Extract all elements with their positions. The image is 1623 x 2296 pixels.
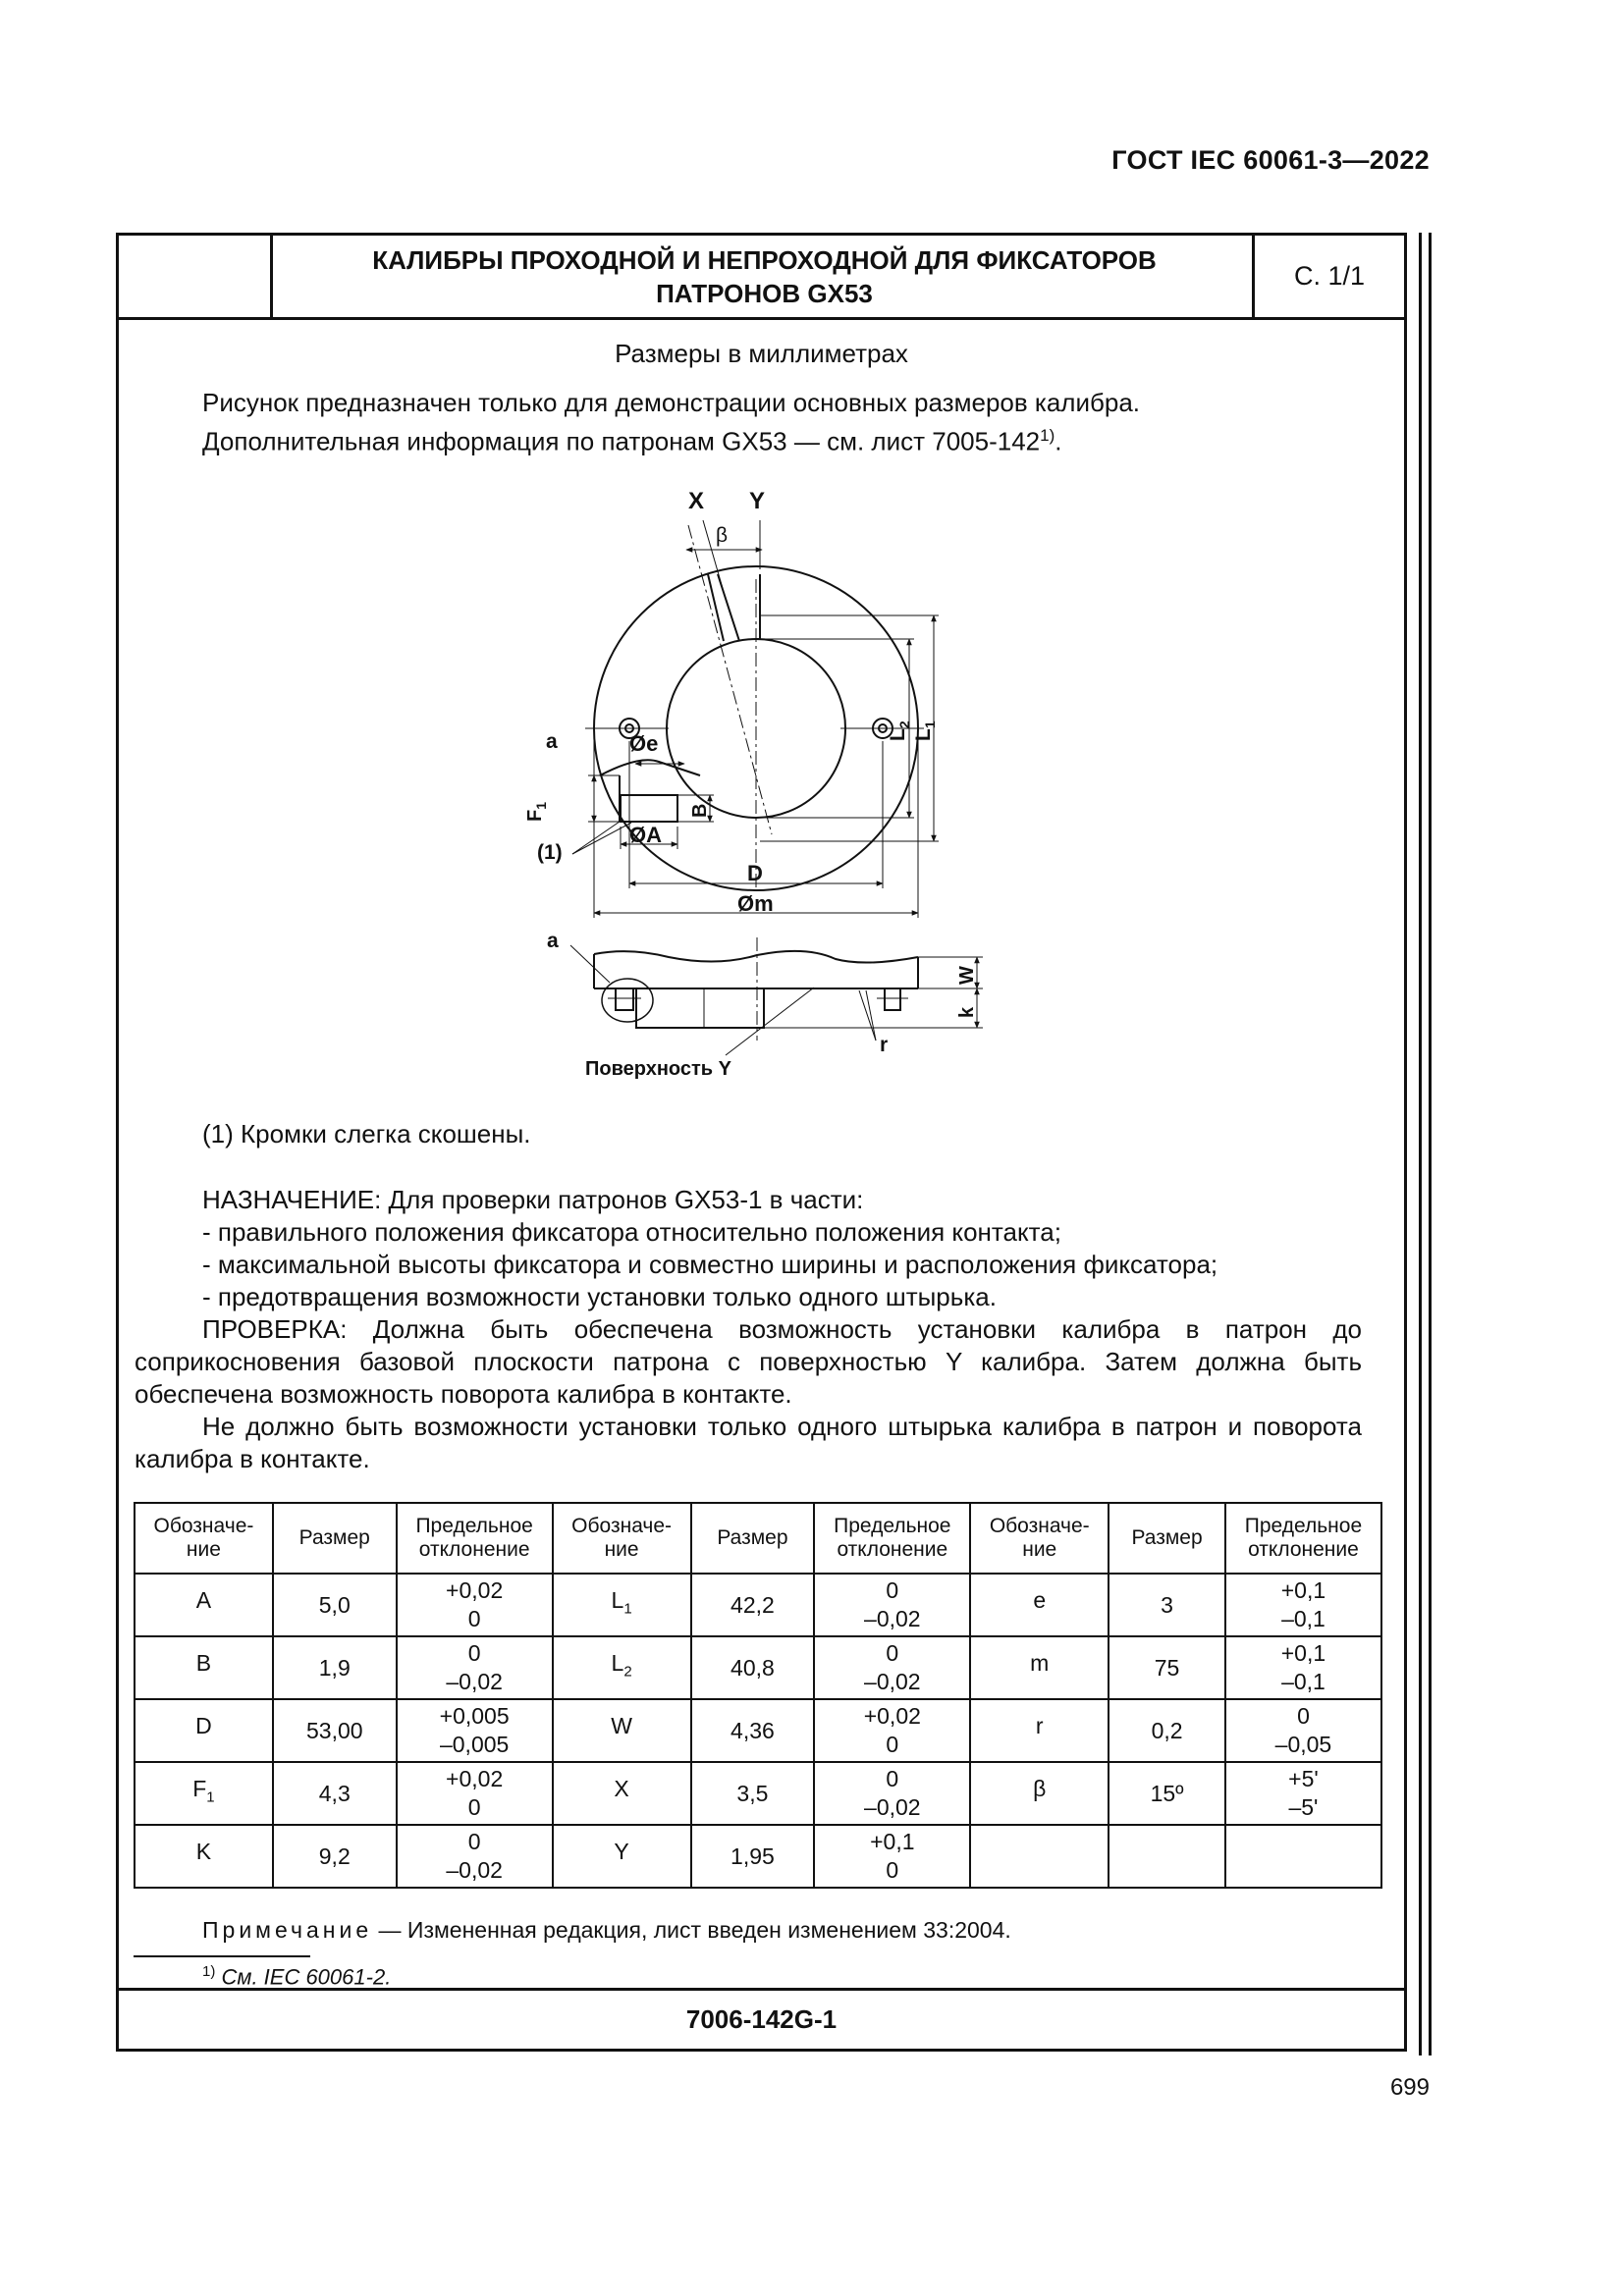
table-row [135,1636,1381,1699]
label-r: r [880,1034,889,1056]
col-header-size: Размер [691,1503,815,1574]
label-a-top: a [546,730,558,753]
size-cell: 1,9 [273,1636,397,1699]
intro-line-2-end: . [1055,426,1062,456]
size-cell: 42,2 [691,1574,815,1636]
label-x: X [688,488,705,514]
designation-cell: A [135,1574,273,1636]
tolerance-cell: +0,02 0 [814,1699,970,1762]
intro-line-1: Рисунок предназначен только для демонстрации основных размеров калибра. [202,388,1141,417]
amendment-note [202,1917,1011,1944]
tolerance-cell: +0,1 0 [814,1825,970,1888]
col-header-designation: Обозначе- ние [970,1503,1109,1574]
size-cell: 75 [1109,1636,1225,1699]
size-cell: 3,5 [691,1762,815,1825]
check-paragraph: ПРОВЕРКА: Должна быть обеспечена возможность установки калибра в патрон до соприкосновения базовой плоскости патрона с поверхностью Y калибра. Затем должна быть обеспечена возможность поворота калибра в контакте. [135,1314,1362,1409]
label-oa: ØA [629,823,662,847]
size-cell: 0,2 [1109,1699,1225,1762]
designation-cell: W [553,1699,691,1762]
col-header-tolerance: Предельное отклонение [397,1503,553,1574]
sheet-code: 7006-142G-1 [119,1988,1404,2049]
tolerance-cell: 0 –0,02 [814,1762,970,1825]
size-cell: 40,8 [691,1636,815,1699]
note-text: — Измененная редакция, лист введен изменением 33:2004. [372,1917,1011,1943]
dimensions-table [134,1502,1382,1889]
label-om: Øm [737,891,774,916]
col-header-designation: Обозначе- ние [135,1503,273,1574]
designation-cell: D [135,1699,273,1762]
designation-cell: $L_1$ [553,1574,691,1636]
label-f1: $F_1$ [524,801,549,822]
tolerance-cell: 0 –0,02 [397,1825,553,1888]
designation-cell: m [970,1636,1109,1699]
table-row [135,1574,1381,1636]
purpose-item: - максимальной высоты фиксатора и совместно ширины и расположения фиксатора; [202,1250,1218,1279]
size-cell: 3 [1109,1574,1225,1636]
label-surface-y: Поверхность Y [585,1058,731,1080]
tolerance-cell: +0,1 –0,1 [1225,1636,1381,1699]
size-cell: 9,2 [273,1825,397,1888]
frame-double-line [1429,233,1432,2056]
label-y: Y [749,488,766,514]
designation-cell: $L_2$ [553,1636,691,1699]
label-edge-ref: (1) [537,841,563,864]
tolerance-cell: +0,02 0 [397,1574,553,1636]
page-number: 699 [1389,2074,1430,2101]
designation-cell: r [970,1699,1109,1762]
size-cell [1109,1825,1225,1888]
note-label: Примечание [202,1917,373,1943]
col-header-size: Размер [273,1503,397,1574]
label-oe: Øe [629,731,659,756]
size-cell: 15º [1109,1762,1225,1825]
gauge-drawing [492,476,1238,1085]
size-cell: 53,00 [273,1699,397,1762]
title-line-2: ПАТРОНОВ GX53 [656,278,873,308]
col-header-size: Размер [1109,1503,1225,1574]
tolerance-cell: +0,005 –0,005 [397,1699,553,1762]
footnote-mark: 1) [202,1963,216,1980]
table-row [135,1699,1381,1762]
designation-cell: B [135,1636,273,1699]
label-k: k [956,1006,978,1018]
tolerance-cell: 0 –0,02 [814,1636,970,1699]
sheet-header [119,236,1404,320]
sheet-number: С. 1/1 [1252,236,1404,317]
tolerance-cell [1225,1825,1381,1888]
edges-note: (1) Кромки слегка скошены. [202,1119,531,1148]
size-cell: 5,0 [273,1574,397,1636]
label-w: W [956,966,978,985]
designation-cell: K [135,1825,273,1888]
size-cell: 4,3 [273,1762,397,1825]
size-cell: 4,36 [691,1699,815,1762]
frame-double-line [1419,233,1422,2056]
designation-cell: β [970,1762,1109,1825]
standard-code: ГОСТ IEC 60061-3—2022 [1111,145,1430,175]
intro-text [202,386,1140,458]
table-header-row [135,1503,1381,1574]
col-header-tolerance: Предельное отклонение [1225,1503,1381,1574]
label-b: B [689,803,711,818]
footnote-separator [134,1955,310,1957]
label-d: D [747,861,763,885]
label-beta: β [716,524,729,547]
sheet-frame [116,233,1407,2052]
label-l1: $L_1$ [912,721,938,741]
col-header-designation: Обозначе- ние [553,1503,691,1574]
designation-cell [970,1825,1109,1888]
intro-line-2-text: Дополнительная информация по патронам GX53 — см. лист 7005-142 [202,426,1041,456]
footnote [202,1963,391,1990]
footnote-ref: 1) [1040,426,1055,445]
tolerance-cell: 0 –0,05 [1225,1699,1381,1762]
label-a-bottom: a [547,930,559,952]
tolerance-cell: +5' –5' [1225,1762,1381,1825]
tolerance-cell: +0,1 –0,1 [1225,1574,1381,1636]
designation-cell: $F_1$ [135,1762,273,1825]
title-line-1: КАЛИБРЫ ПРОХОДНОЙ И НЕПРОХОДНОЙ ДЛЯ ФИКСАТОРОВ [372,244,1157,275]
table-row [135,1825,1381,1888]
designation-cell: X [553,1762,691,1825]
footnote-text: См. IEC 60061-2. [221,1964,392,1990]
col-header-tolerance: Предельное отклонение [814,1503,970,1574]
units-note: Размеры в миллиметрах [615,339,908,368]
intro-line-2 [202,419,1140,458]
tolerance-cell: 0 –0,02 [397,1636,553,1699]
second-paragraph: Не должно быть возможности установки только одного штырька калибра в патрон и поворота калибра в контакте. [135,1412,1362,1473]
purpose-item: - правильного положения фиксатора относительно положения контакта; [202,1217,1061,1247]
table-body [135,1574,1381,1888]
sheet-title [273,236,1256,317]
designation-cell: e [970,1574,1109,1636]
table-row [135,1762,1381,1825]
size-cell: 1,95 [691,1825,815,1888]
label-l2: $L_2$ [887,721,912,741]
tolerance-cell: 0 –0,02 [814,1574,970,1636]
designation-cell: Y [553,1825,691,1888]
purpose-heading: НАЗНАЧЕНИЕ: Для проверки патронов GX53-1 в части: [202,1185,864,1214]
purpose-section [135,1184,1362,1475]
purpose-item: - предотвращения возможности установки только одного штырька. [202,1282,997,1311]
tolerance-cell: +0,02 0 [397,1762,553,1825]
header-blank-cell [119,236,273,317]
